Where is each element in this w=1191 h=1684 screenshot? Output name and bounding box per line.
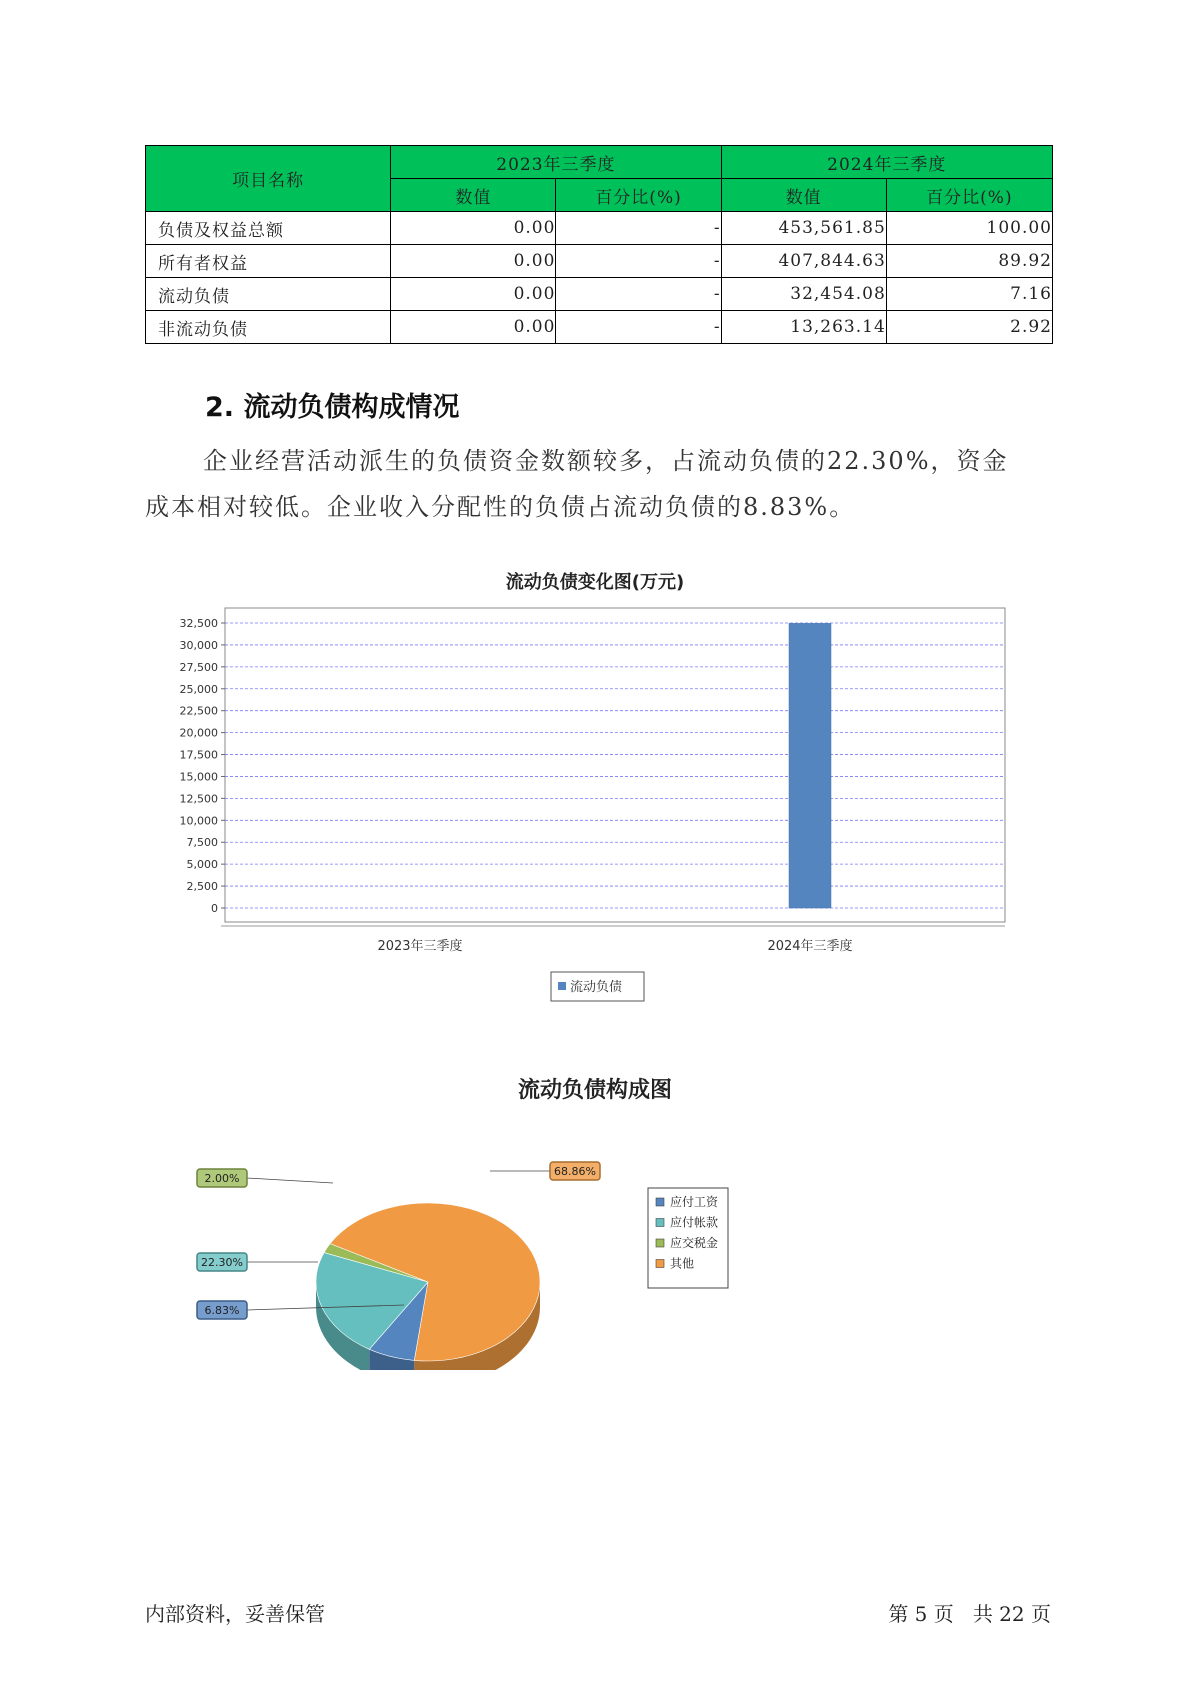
cell-value: 32,454.08	[721, 278, 886, 311]
cell-pct: -	[556, 278, 721, 311]
cell-value: 0.00	[391, 212, 556, 245]
y-tick-label: 15,000	[179, 770, 218, 784]
row-name: 所有者权益	[146, 245, 391, 278]
legend-label: 应交税金	[670, 1236, 719, 1250]
y-tick-label: 7,500	[186, 836, 218, 850]
paragraph-line: 成本相对较低。企业收入分配性的负债占流动负债的8.83%。	[145, 493, 856, 521]
row-name: 非流动负债	[146, 311, 391, 344]
cell-value: 407,844.63	[721, 245, 886, 278]
y-tick-label: 27,500	[179, 660, 218, 674]
pie-chart-title: 流动负债构成图	[517, 1078, 672, 1103]
pie-data-label: 2.00%	[204, 1172, 240, 1185]
cell-value: 0.00	[391, 278, 556, 311]
pie-chart-legend	[648, 1188, 728, 1288]
paragraph-line: 企业经营活动派生的负债资金数额较多，占流动负债的22.30%，资金	[203, 447, 1009, 475]
cell-pct: 100.00	[886, 212, 1052, 245]
legend-label: 应付帐款	[670, 1215, 719, 1230]
legend-swatch	[656, 1219, 664, 1227]
pie-data-label: 68.86%	[554, 1165, 596, 1178]
sub-header-pct: 百分比(%)	[556, 179, 721, 212]
cell-value: 0.00	[391, 311, 556, 344]
y-tick-label: 2,500	[186, 880, 218, 894]
table-row	[146, 311, 1053, 344]
y-tick-label: 17,500	[179, 748, 218, 762]
y-tick-label: 5,000	[186, 858, 218, 872]
x-tick-label: 2023年三季度	[377, 939, 463, 954]
cell-pct: 7.16	[886, 278, 1052, 311]
col-header-period-a: 2023年三季度	[391, 146, 721, 179]
bar-chart	[160, 600, 1020, 1010]
cell-pct: -	[556, 245, 721, 278]
legend-swatch	[558, 982, 566, 990]
sub-header-value: 数值	[721, 179, 886, 212]
y-tick-label: 20,000	[179, 726, 218, 740]
col-header-item: 项目名称	[146, 146, 391, 212]
row-name: 负债及权益总额	[146, 212, 391, 245]
bar-chart-legend	[551, 972, 644, 1001]
y-tick-label: 12,500	[179, 792, 218, 806]
legend-label: 流动负债	[570, 980, 623, 995]
footer-page-number: 第 5 页 共 22 页	[888, 1602, 1051, 1626]
cell-pct: -	[556, 311, 721, 344]
legend-swatch	[656, 1239, 664, 1247]
cell-value: 453,561.85	[721, 212, 886, 245]
table-row	[146, 245, 1053, 278]
bar	[789, 623, 831, 908]
y-tick-label: 30,000	[179, 638, 218, 652]
bar-chart-title: 流动负债变化图(万元)	[505, 572, 685, 593]
sub-header-pct: 百分比(%)	[886, 179, 1052, 212]
plot-area	[225, 608, 1005, 922]
legend-swatch	[656, 1260, 664, 1268]
pie-data-label: 22.30%	[201, 1256, 243, 1269]
table-row	[146, 212, 1053, 245]
footer-confidential: 内部资料，妥善保管	[145, 1602, 325, 1626]
section-heading: 2. 流动负债构成情况	[205, 392, 460, 423]
pie-leader-line	[247, 1178, 333, 1183]
cell-pct: 2.92	[886, 311, 1052, 344]
y-tick-label: 0	[211, 902, 218, 915]
legend-swatch	[656, 1198, 664, 1206]
pie-data-label: 6.83%	[204, 1304, 240, 1317]
col-header-period-b: 2024年三季度	[721, 146, 1052, 179]
cell-value: 13,263.14	[721, 311, 886, 344]
x-tick-label: 2024年三季度	[767, 939, 853, 954]
y-tick-label: 25,000	[179, 682, 218, 696]
cell-pct: -	[556, 212, 721, 245]
cell-value: 0.00	[391, 245, 556, 278]
sub-header-value: 数值	[391, 179, 556, 212]
y-tick-label: 10,000	[179, 814, 218, 828]
legend-label: 应付工资	[670, 1195, 719, 1209]
y-tick-label: 22,500	[179, 704, 218, 718]
cell-pct: 89.92	[886, 245, 1052, 278]
liability-table	[145, 145, 1053, 344]
row-name: 流动负债	[146, 278, 391, 311]
legend-label: 其他	[670, 1256, 695, 1271]
pie-chart	[190, 1140, 810, 1370]
table-row	[146, 278, 1053, 311]
y-tick-label: 32,500	[179, 617, 218, 630]
